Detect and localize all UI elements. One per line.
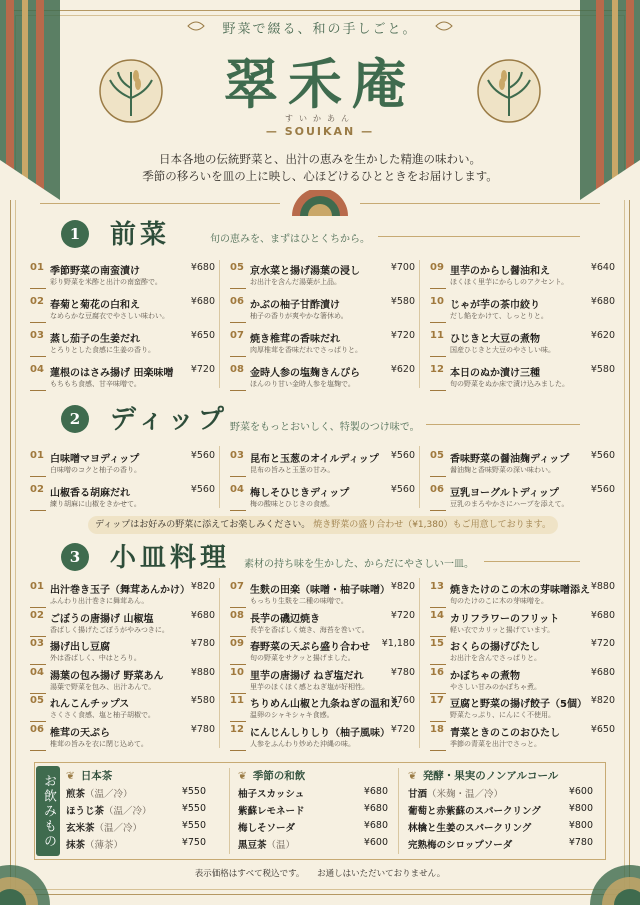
- drink-note: （米麹・温／冷）: [427, 789, 504, 800]
- item-price: ¥560: [190, 450, 215, 461]
- number-underline: [230, 322, 246, 323]
- item-description: 豆乳のまろやかさにハーブを添えて。: [450, 500, 569, 508]
- item-name: 白味噌マヨディップ: [50, 454, 140, 465]
- item-price: ¥560: [390, 484, 415, 495]
- item-name: ひじきと大豆の煮物: [450, 334, 540, 345]
- item-description: 香ばしく揚げたごぼうがやみつきに。: [50, 625, 169, 634]
- item-price: ¥560: [390, 450, 415, 461]
- leaf-icon: ❦: [408, 770, 417, 782]
- drink-name-text: 抹茶: [66, 840, 86, 851]
- item-price: ¥780: [390, 666, 415, 678]
- item-name: おくらの揚げびたし: [450, 642, 540, 653]
- item-number: 16: [430, 666, 444, 678]
- drink-note: （薄茶）: [85, 840, 124, 851]
- intro-line-2: 季節の移ろいを皿の上に映し、心ほどけるひとときをお届けします。: [142, 169, 498, 183]
- drink-name: [238, 786, 304, 800]
- item-name: 里芋の唐揚げ ねぎ塩だれ: [250, 670, 364, 682]
- column-divider: [219, 260, 220, 388]
- section-divider: [426, 424, 580, 425]
- item-number: 02: [30, 296, 44, 307]
- item-number: 10: [230, 666, 244, 678]
- item-price: ¥680: [590, 296, 615, 307]
- item-number: 13: [430, 581, 444, 592]
- item-number: 10: [430, 296, 444, 307]
- item-description: やさしい甘みのかぼちゃ煮。: [450, 682, 541, 691]
- number-underline: [30, 750, 46, 751]
- number-underline: [30, 693, 46, 694]
- item-name: 里芋のからし醤油和え: [450, 266, 550, 277]
- item-number: 05: [430, 450, 444, 461]
- item-name: にんじんしりしり（柚子風味）: [250, 727, 390, 739]
- item-description: 国産ひじきと大豆のやさしい味。: [450, 346, 555, 354]
- item-price: ¥820: [390, 581, 415, 592]
- number-underline: [430, 288, 446, 289]
- drink-group-label: 発酵・果実のノンアルコール: [422, 770, 559, 782]
- item-description: だし餡をかけて、しっとりと。: [450, 312, 548, 320]
- drink-name: [408, 786, 503, 800]
- item-price: ¥720: [390, 723, 415, 735]
- section-title: 小皿料理: [110, 543, 231, 573]
- item-description: 肉厚椎茸を香味だれでさっぱりと。: [250, 346, 362, 354]
- item-number: 15: [430, 638, 444, 649]
- item-price: ¥680: [590, 609, 615, 621]
- drink-group-title: [66, 768, 112, 783]
- number-underline: [30, 607, 46, 608]
- item-description: 人参をふんわり炒めた沖縄の味。: [250, 739, 355, 748]
- item-number: 04: [30, 666, 44, 678]
- drink-name-text: 完熟梅のシロップソーダ: [408, 840, 513, 851]
- item-name: 春菊と菊花の白和え: [50, 300, 140, 311]
- number-underline: [30, 510, 46, 511]
- drink-price: ¥550: [181, 820, 206, 831]
- item-name: かぶの柚子甘酢漬け: [250, 300, 340, 311]
- item-number: 08: [230, 364, 244, 375]
- drink-price: ¥600: [568, 786, 593, 797]
- item-number: 07: [230, 581, 244, 592]
- item-description: 外は香ばしく、中はとろり。: [50, 654, 141, 662]
- item-price: ¥560: [590, 484, 615, 495]
- number-underline: [230, 356, 246, 357]
- item-name: 青菜ときのこのおひたし: [450, 727, 560, 739]
- item-number: 14: [430, 609, 444, 621]
- item-number: 11: [230, 695, 244, 706]
- drink-group-title: [408, 768, 558, 783]
- restaurant-logo: 翠禾庵: [224, 52, 416, 116]
- item-price: ¥560: [590, 450, 615, 461]
- item-name: 蓮根のはさみ揚げ 田楽味噌: [50, 368, 174, 379]
- item-name: 椎茸の天ぷら: [50, 727, 110, 739]
- number-underline: [30, 322, 46, 323]
- number-underline: [430, 322, 446, 323]
- section-divider: [378, 236, 580, 237]
- brand-name-english: — SOUIKAN —: [265, 125, 375, 138]
- dip-note-main: ディップはお好みの野菜に添えてお楽しみください。: [95, 520, 311, 530]
- item-number: 02: [30, 484, 44, 495]
- item-description: 練り胡麻に山椒をきかせて。: [50, 500, 141, 508]
- number-underline: [430, 693, 446, 694]
- number-underline: [430, 750, 446, 751]
- drink-name-text: 黒豆茶: [238, 840, 267, 851]
- drink-name-text: 葡萄と赤紫蘇のスパークリング: [408, 806, 541, 817]
- item-name: 金時人参の塩麹きんぴら: [250, 368, 360, 379]
- item-name: 梅しそひじきディップ: [250, 488, 350, 499]
- intro-line-1: 日本各地の伝統野菜と、出汁の恵みを生かした精進の味わい。: [159, 152, 481, 166]
- item-price: ¥640: [590, 262, 615, 273]
- item-number: 06: [430, 484, 444, 495]
- item-description: 温卵のシャキシャキ食感。: [250, 711, 334, 719]
- item-price: ¥680: [190, 296, 215, 307]
- item-price: ¥620: [390, 364, 415, 375]
- drink-name-text: 玄米茶: [66, 823, 95, 834]
- item-description: 梅の酸味とひじきの食感。: [250, 500, 334, 508]
- item-description: もっちり生麩を二種の味噌で。: [250, 597, 348, 605]
- item-number: 06: [30, 723, 44, 735]
- item-description: 旬のたけのこに木の芽味噌を。: [450, 597, 548, 605]
- drink-name-text: 梅しそソーダ: [238, 823, 296, 834]
- item-number: 01: [30, 262, 44, 273]
- column-divider: [219, 446, 220, 508]
- leaf-icon: ❦: [66, 770, 75, 782]
- item-price: ¥780: [190, 638, 215, 649]
- item-name: じゃが芋の茶巾絞り: [450, 300, 540, 311]
- item-description: とろりとした食感に生姜の香り。: [50, 346, 155, 354]
- item-number: 05: [30, 695, 44, 706]
- item-price: ¥780: [190, 723, 215, 735]
- item-price: ¥680: [190, 262, 215, 273]
- item-name: 香味野菜の醤油麹ディップ: [450, 454, 570, 465]
- item-name: 生麩の田楽（味噌・柚子味噌）: [250, 585, 390, 596]
- item-price: ¥620: [590, 330, 615, 341]
- drink-price: ¥680: [363, 786, 388, 797]
- item-number: 01: [30, 581, 44, 592]
- number-underline: [430, 636, 446, 637]
- item-description: 旬の野菜をサクッと揚げました。: [250, 654, 355, 662]
- item-name: かぼちゃの煮物: [450, 670, 520, 682]
- item-number: 04: [230, 484, 244, 495]
- number-underline: [230, 750, 246, 751]
- number-underline: [430, 664, 446, 665]
- drink-price: ¥750: [181, 837, 206, 848]
- drink-name: [238, 803, 305, 817]
- item-price: ¥820: [190, 581, 215, 592]
- item-description: 柚子の香りが爽やかな箸休め。: [250, 312, 348, 320]
- drink-name-text: 紫蘇レモネード: [238, 806, 305, 817]
- item-price: ¥1,180: [381, 638, 415, 649]
- number-underline: [230, 288, 246, 289]
- item-number: 12: [230, 723, 244, 735]
- drink-note: （温／冷）: [85, 789, 133, 800]
- number-underline: [30, 390, 46, 391]
- item-description: 旬の野菜をぬか床で漬け込みました。: [450, 380, 569, 388]
- drink-name: [408, 837, 512, 851]
- item-name: 山椒香る胡麻だれ: [50, 488, 130, 499]
- item-description: お出汁を含んだ湯葉が上品。: [250, 278, 341, 286]
- drink-note: （温／冷）: [94, 823, 143, 834]
- header-divider: [360, 203, 600, 204]
- item-name: 昆布と玉葱のオイルディップ: [250, 454, 379, 465]
- number-underline: [430, 607, 446, 608]
- item-price: ¥880: [590, 581, 615, 592]
- item-number: 12: [430, 364, 444, 375]
- item-number: 03: [230, 450, 244, 461]
- section-subtitle: 旬の恵みを、まずはひとくちから。: [210, 234, 370, 245]
- item-description: 昆布の旨みと玉葱の甘み。: [250, 466, 335, 474]
- item-name: ごぼうの唐揚げ 山椒塩: [50, 613, 154, 625]
- drink-group-label: 季節の和飲: [252, 770, 306, 782]
- item-number: 02: [30, 609, 44, 621]
- header-divider: [40, 203, 280, 204]
- item-number: 07: [230, 330, 244, 341]
- drink-name-text: 甘酒: [408, 789, 428, 800]
- item-number: 11: [430, 330, 444, 341]
- number-underline: [430, 510, 446, 511]
- item-description: さくさく食感、塩と柚子胡椒で。: [50, 711, 155, 719]
- footer-note: 表示価格はすべて税込です。 お通しはいただいておりません。: [194, 869, 446, 879]
- dip-note: [88, 516, 558, 534]
- item-name: 京水菜と揚げ湯葉の浸し: [250, 266, 360, 277]
- item-description: ほくほく里芋にからしのアクセント。: [450, 278, 569, 286]
- item-description: なめらかな豆腐衣でやさしい味わい。: [50, 312, 169, 320]
- section-divider: [484, 561, 580, 562]
- number-underline: [230, 390, 246, 391]
- item-description: 白味噌のコクと柚子の香り。: [50, 466, 141, 474]
- item-description: お出汁を含んでさっぱりと。: [450, 654, 541, 662]
- drink-price: ¥680: [363, 820, 388, 831]
- number-underline: [430, 390, 446, 391]
- number-underline: [30, 356, 46, 357]
- leaf-icon: ❦: [238, 770, 247, 782]
- drink-price: ¥550: [181, 786, 206, 797]
- section-subtitle: 野菜をもっとおいしく、特製のつけ味で。: [230, 422, 420, 433]
- item-name: 本日のぬか漬け三種: [450, 368, 540, 379]
- item-number: 18: [430, 723, 444, 735]
- item-description: 里芋のほくほく感とねぎ塩が好相性。: [250, 682, 369, 691]
- drink-price: ¥800: [568, 820, 593, 831]
- item-name: 揚げ出し豆腐: [50, 642, 110, 653]
- fan-ornament-icon: [290, 190, 350, 216]
- item-name: 豆乳ヨーグルトディップ: [450, 488, 559, 499]
- tagline: 野菜で綴る、和の手しごと。: [222, 22, 418, 37]
- item-name: 蒸し茄子の生姜だれ: [50, 334, 140, 345]
- drink-name: [66, 786, 133, 800]
- item-price: ¥580: [590, 364, 615, 375]
- number-underline: [230, 693, 246, 694]
- item-description: もちもち食感、甘辛味噌で。: [50, 380, 141, 388]
- dip-note-alt: 焼き野菜の盛り合わせ（¥1,380）もご用意しております。: [313, 520, 551, 530]
- drink-name-text: 柚子スカッシュ: [238, 789, 305, 800]
- item-number: 06: [230, 296, 244, 307]
- item-number: 03: [30, 638, 44, 649]
- item-price: ¥580: [390, 296, 415, 307]
- section-number-badge: 2: [61, 405, 89, 433]
- item-description: 醤油麹と香味野菜の深い味わい。: [450, 466, 555, 474]
- section-number-badge: 3: [61, 543, 89, 571]
- item-description: 野菜たっぷり、にんにく不使用。: [450, 711, 555, 719]
- section-title: 前菜: [110, 220, 171, 250]
- item-number: 09: [430, 262, 444, 273]
- item-description: 彩り野菜を米酢と出汁の南蛮酢で。: [50, 278, 162, 286]
- section-number-badge: 1: [61, 220, 89, 248]
- drink-price: ¥800: [568, 803, 593, 814]
- item-price: ¥580: [190, 695, 215, 706]
- number-underline: [230, 664, 246, 665]
- column-divider: [219, 578, 220, 748]
- column-divider: [229, 768, 230, 854]
- number-underline: [30, 476, 46, 477]
- number-underline: [230, 721, 246, 722]
- number-underline: [430, 356, 446, 357]
- drink-note: （温／冷）: [104, 806, 152, 817]
- drink-group-title: [238, 768, 305, 783]
- drink-group-label: 日本茶: [80, 770, 113, 782]
- item-number: 09: [230, 638, 244, 649]
- item-number: 01: [30, 450, 44, 461]
- drink-name: [66, 820, 142, 834]
- item-name: ちりめん山椒と九条ねぎの温和え: [250, 699, 400, 710]
- item-description: 湯葉で野菜を包み、出汁あんで。: [50, 682, 156, 691]
- item-number: 08: [230, 609, 244, 621]
- number-underline: [230, 476, 246, 477]
- number-underline: [30, 664, 46, 665]
- number-underline: [230, 636, 246, 637]
- column-divider: [398, 768, 399, 854]
- item-price: ¥680: [590, 666, 615, 678]
- column-divider: [419, 260, 420, 388]
- item-name: 出汁巻き玉子（舞茸あんかけ）: [50, 585, 190, 596]
- drinks-label: お飲みもの: [36, 766, 60, 856]
- number-underline: [30, 636, 46, 637]
- item-name: 湯葉の包み揚げ 野菜あん: [50, 670, 164, 682]
- item-number: 04: [30, 364, 44, 375]
- drink-price: ¥600: [363, 837, 388, 848]
- item-description: ほんのり甘い金時人参を塩麹で。: [250, 380, 355, 388]
- item-description: 長芋を香ばしく焼き、海苔を巻いて。: [250, 625, 369, 634]
- section-title: ディップ: [110, 405, 228, 435]
- number-underline: [430, 476, 446, 477]
- item-name: 季節野菜の南蛮漬け: [50, 266, 140, 277]
- drink-name: [408, 803, 541, 817]
- drink-name-text: 煎茶: [66, 789, 86, 800]
- number-underline: [30, 721, 46, 722]
- drink-name: [408, 820, 531, 834]
- drink-price: ¥550: [181, 803, 206, 814]
- section-subtitle: 素材の持ち味を生かした、からだにやさしい一皿。: [244, 559, 474, 570]
- item-name: 春野菜の天ぷら盛り合わせ: [250, 642, 370, 653]
- item-description: 季節の青菜を出汁でさっと。: [450, 739, 541, 748]
- item-price: ¥880: [190, 666, 215, 678]
- item-price: ¥720: [390, 609, 415, 621]
- item-price: ¥760: [390, 695, 415, 706]
- number-underline: [430, 721, 446, 722]
- item-name: 焼きたけのこの木の芽味噌添え: [450, 585, 590, 596]
- item-price: ¥720: [390, 330, 415, 341]
- item-name: れんこんチップス: [50, 699, 130, 710]
- drink-price: ¥680: [363, 803, 388, 814]
- item-number: 17: [430, 695, 444, 706]
- drink-name: [66, 837, 123, 851]
- item-price: ¥700: [390, 262, 415, 273]
- column-divider: [419, 578, 420, 748]
- item-price: ¥560: [190, 484, 215, 495]
- item-number: 03: [30, 330, 44, 341]
- drink-note: （温）: [266, 840, 296, 851]
- item-name: 豆腐と野菜の揚げ餃子（5個）: [450, 699, 587, 710]
- number-underline: [230, 607, 246, 608]
- drink-name: [66, 803, 152, 817]
- item-description: 軽い衣でカリッと揚げています。: [450, 625, 555, 634]
- item-price: ¥650: [590, 723, 615, 735]
- column-divider: [419, 446, 420, 508]
- item-name: 焼き椎茸の香味だれ: [250, 334, 340, 345]
- item-price: ¥720: [590, 638, 615, 649]
- number-underline: [30, 288, 46, 289]
- number-underline: [230, 510, 246, 511]
- item-description: ふんわり出汁巻きに舞茸あん。: [50, 597, 149, 605]
- drink-price: ¥780: [568, 837, 593, 848]
- item-name: カリフラワーのフリット: [450, 613, 560, 625]
- item-description: 椎茸の旨みを衣に閉じ込めて。: [50, 739, 148, 748]
- item-price: ¥820: [590, 695, 615, 706]
- item-price: ¥650: [190, 330, 215, 341]
- item-number: 05: [230, 262, 244, 273]
- drink-name: [238, 820, 295, 834]
- leaf-ornament-icon: [434, 20, 454, 32]
- item-name: 長芋の磯辺焼き: [250, 613, 320, 625]
- drink-name-text: 林檎と生姜のスパークリング: [408, 823, 532, 834]
- drink-name-text: ほうじ茶: [66, 806, 105, 817]
- item-price: ¥680: [190, 609, 215, 621]
- drink-name: [238, 837, 295, 851]
- item-price: ¥720: [190, 364, 215, 375]
- logo-reading: すいかあん: [285, 114, 355, 123]
